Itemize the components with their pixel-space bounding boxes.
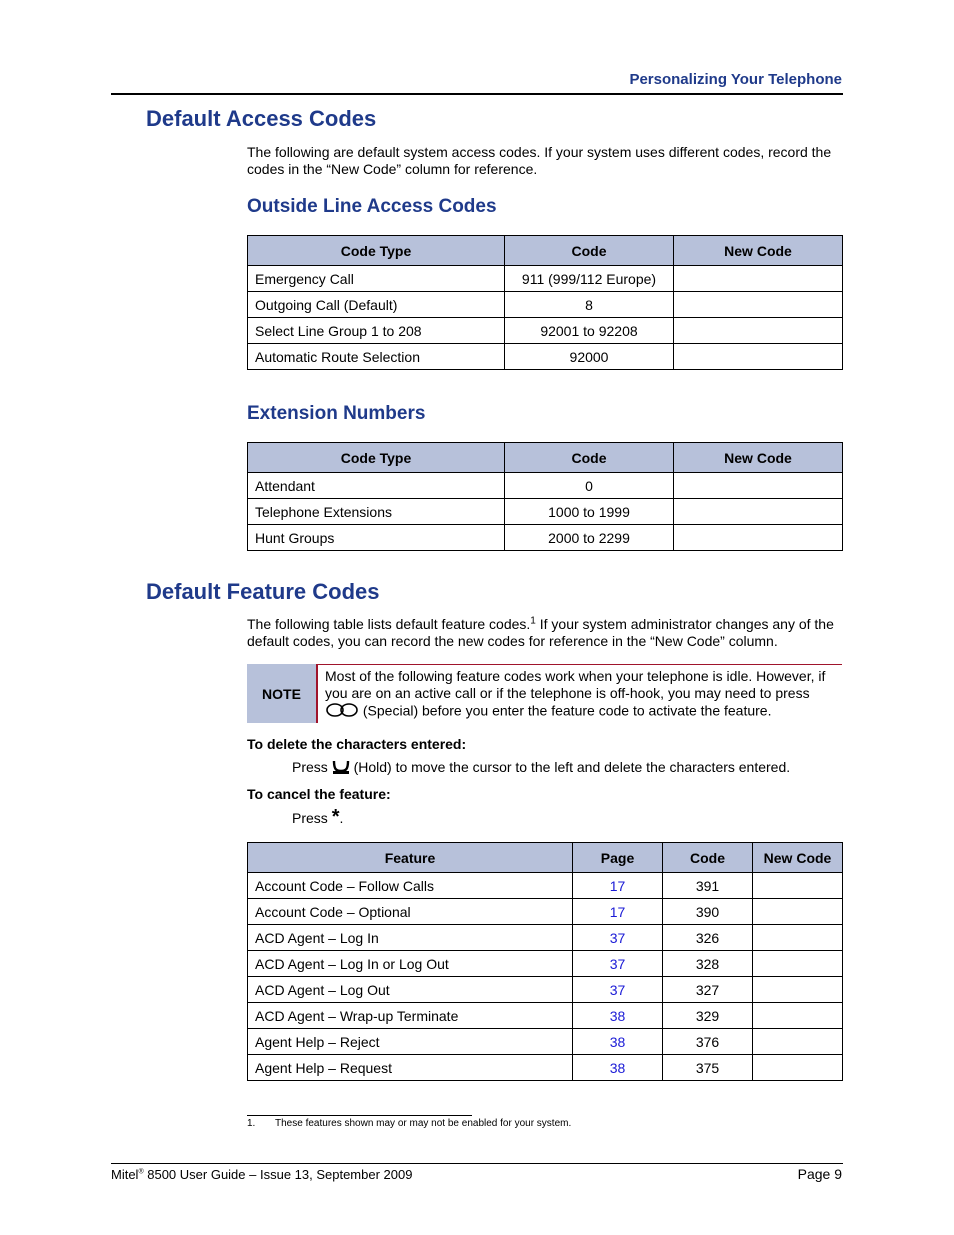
feature-cell: ACD Agent – Wrap-up Terminate [248,1003,573,1029]
special-key-icon [325,702,359,722]
table-row [248,473,843,499]
footer-rule [111,1163,843,1164]
column-header: New Code [674,236,843,266]
code-cell: 1000 to 1999 [505,499,674,525]
code-type-cell: Select Line Group 1 to 208 [248,318,505,344]
column-header: New Code [753,843,843,873]
code-cell: 0 [505,473,674,499]
code-type-cell: Automatic Route Selection [248,344,505,370]
code-cell: 326 [663,925,753,951]
instruction-text: Press [292,810,332,826]
new-code-cell [753,1029,843,1055]
feature-cell: Account Code – Optional [248,899,573,925]
running-header: Personalizing Your Telephone [629,71,842,88]
code-cell: 391 [663,873,753,899]
header-rule [111,93,843,95]
registered-mark: ® [138,1168,144,1176]
page-link[interactable]: 17 [573,873,663,899]
footnote-ref[interactable]: 1 [530,615,536,627]
table-row [248,292,843,318]
column-header: Code Type [248,443,505,473]
new-code-cell [753,1055,843,1081]
table-row [248,1003,843,1029]
note-accent-bar [316,664,318,723]
new-code-cell [753,977,843,1003]
new-code-cell [753,925,843,951]
note-text-part: (Special) before you enter the feature code to activate the feature. [359,702,772,719]
column-header: Code [505,236,674,266]
cancel-feature-instruction [292,806,343,829]
page-number: Page 9 [797,1166,842,1182]
code-cell: 92001 to 92208 [505,318,674,344]
new-code-cell [674,292,843,318]
note-text-part: Most of the following feature codes work when your telephone is idle. However, if you are on an active call or if the telephone is off-hook, you may need to press [325,668,826,701]
table-header-row [248,236,843,266]
hold-key-icon [332,759,350,778]
footnote [247,1118,571,1129]
footer-guide-text: 8500 User Guide – Issue 13, September 2009 [143,1167,413,1182]
code-cell: 327 [663,977,753,1003]
section-title-feature-codes: Default Feature Codes [146,579,380,604]
column-header: New Code [674,443,843,473]
instruction-text: . [339,810,344,826]
new-code-cell [674,318,843,344]
feature-codes-table [247,842,843,1081]
intro-text: If your system administrator changes any of the default codes, you can record the new codes for reference in the “New Code” column. [247,616,834,649]
page-link[interactable]: 38 [573,1003,663,1029]
table-row [248,1055,843,1081]
page-link[interactable]: 17 [573,899,663,925]
star-key-icon: * [331,806,340,828]
delete-characters-instruction [292,759,790,778]
code-type-cell: Outgoing Call (Default) [248,292,505,318]
instruction-text: (Hold) to move the cursor to the left and delete the characters entered. [349,759,791,776]
new-code-cell [753,873,843,899]
new-code-cell [753,951,843,977]
code-cell: 375 [663,1055,753,1081]
code-cell: 8 [505,292,674,318]
feature-cell: ACD Agent – Log In [248,925,573,951]
code-type-cell: Emergency Call [248,266,505,292]
feature-cell: ACD Agent – Log Out [248,977,573,1003]
code-cell: 390 [663,899,753,925]
section-title-access-codes: Default Access Codes [146,106,377,131]
page-link[interactable]: 38 [573,1055,663,1081]
feature-cell: Agent Help – Request [248,1055,573,1081]
feature-cell: Account Code – Follow Calls [248,873,573,899]
note-top-rule [318,664,842,665]
table-header-row [248,443,843,473]
page-link[interactable]: 37 [573,977,663,1003]
code-cell: 376 [663,1029,753,1055]
new-code-cell [753,1003,843,1029]
table-row [248,951,843,977]
code-type-cell: Attendant [248,473,505,499]
subsection-title-outside-line: Outside Line Access Codes [247,196,497,217]
column-header: Code Type [248,236,505,266]
new-code-cell [674,344,843,370]
table-row [248,266,843,292]
footer-guide-title [111,1167,412,1182]
feature-cell: ACD Agent – Log In or Log Out [248,951,573,977]
code-type-cell: Telephone Extensions [248,499,505,525]
footer-brand: Mitel [111,1167,139,1182]
outside-line-table [247,235,843,370]
table-row [248,925,843,951]
table-row [248,899,843,925]
new-code-cell [674,525,843,551]
note-text [325,668,840,722]
column-header: Code [505,443,674,473]
footnote-rule [247,1115,472,1116]
subsection-title-extensions: Extension Numbers [247,403,426,424]
delete-characters-label: To delete the characters entered: [247,736,467,752]
page-link[interactable]: 38 [573,1029,663,1055]
instruction-text: Press [292,759,332,776]
table-row [248,499,843,525]
code-cell: 92000 [505,344,674,370]
note-box [247,664,842,723]
column-header: Page [573,843,663,873]
footnote-text: These features shown may or may not be enabled for your system. [275,1118,572,1129]
code-cell: 328 [663,951,753,977]
table-row [248,1029,843,1055]
page-link[interactable]: 37 [573,925,663,951]
new-code-cell [753,899,843,925]
table-row [248,873,843,899]
code-type-cell: Hunt Groups [248,525,505,551]
cancel-feature-label: To cancel the feature: [247,786,391,802]
new-code-cell [674,266,843,292]
table-row [248,344,843,370]
new-code-cell [674,499,843,525]
footnote-number: 1. [247,1118,256,1129]
extension-numbers-table [247,442,843,551]
feature-cell: Agent Help – Reject [248,1029,573,1055]
code-cell: 329 [663,1003,753,1029]
intro-text: The following table lists default feature codes. [247,616,531,632]
code-cell: 2000 to 2299 [505,525,674,551]
table-row [248,318,843,344]
code-cell: 911 (999/112 Europe) [505,266,674,292]
page-link[interactable]: 37 [573,951,663,977]
table-header-row [248,843,843,873]
new-code-cell [674,473,843,499]
feature-codes-intro [247,616,847,650]
table-row [248,977,843,1003]
table-row [248,525,843,551]
column-header: Code [663,843,753,873]
column-header: Feature [248,843,573,873]
access-codes-intro: The following are default system access codes. If your system uses different codes, record the codes in the “New Code” column for reference. [247,144,832,177]
note-label: NOTE [247,664,316,723]
